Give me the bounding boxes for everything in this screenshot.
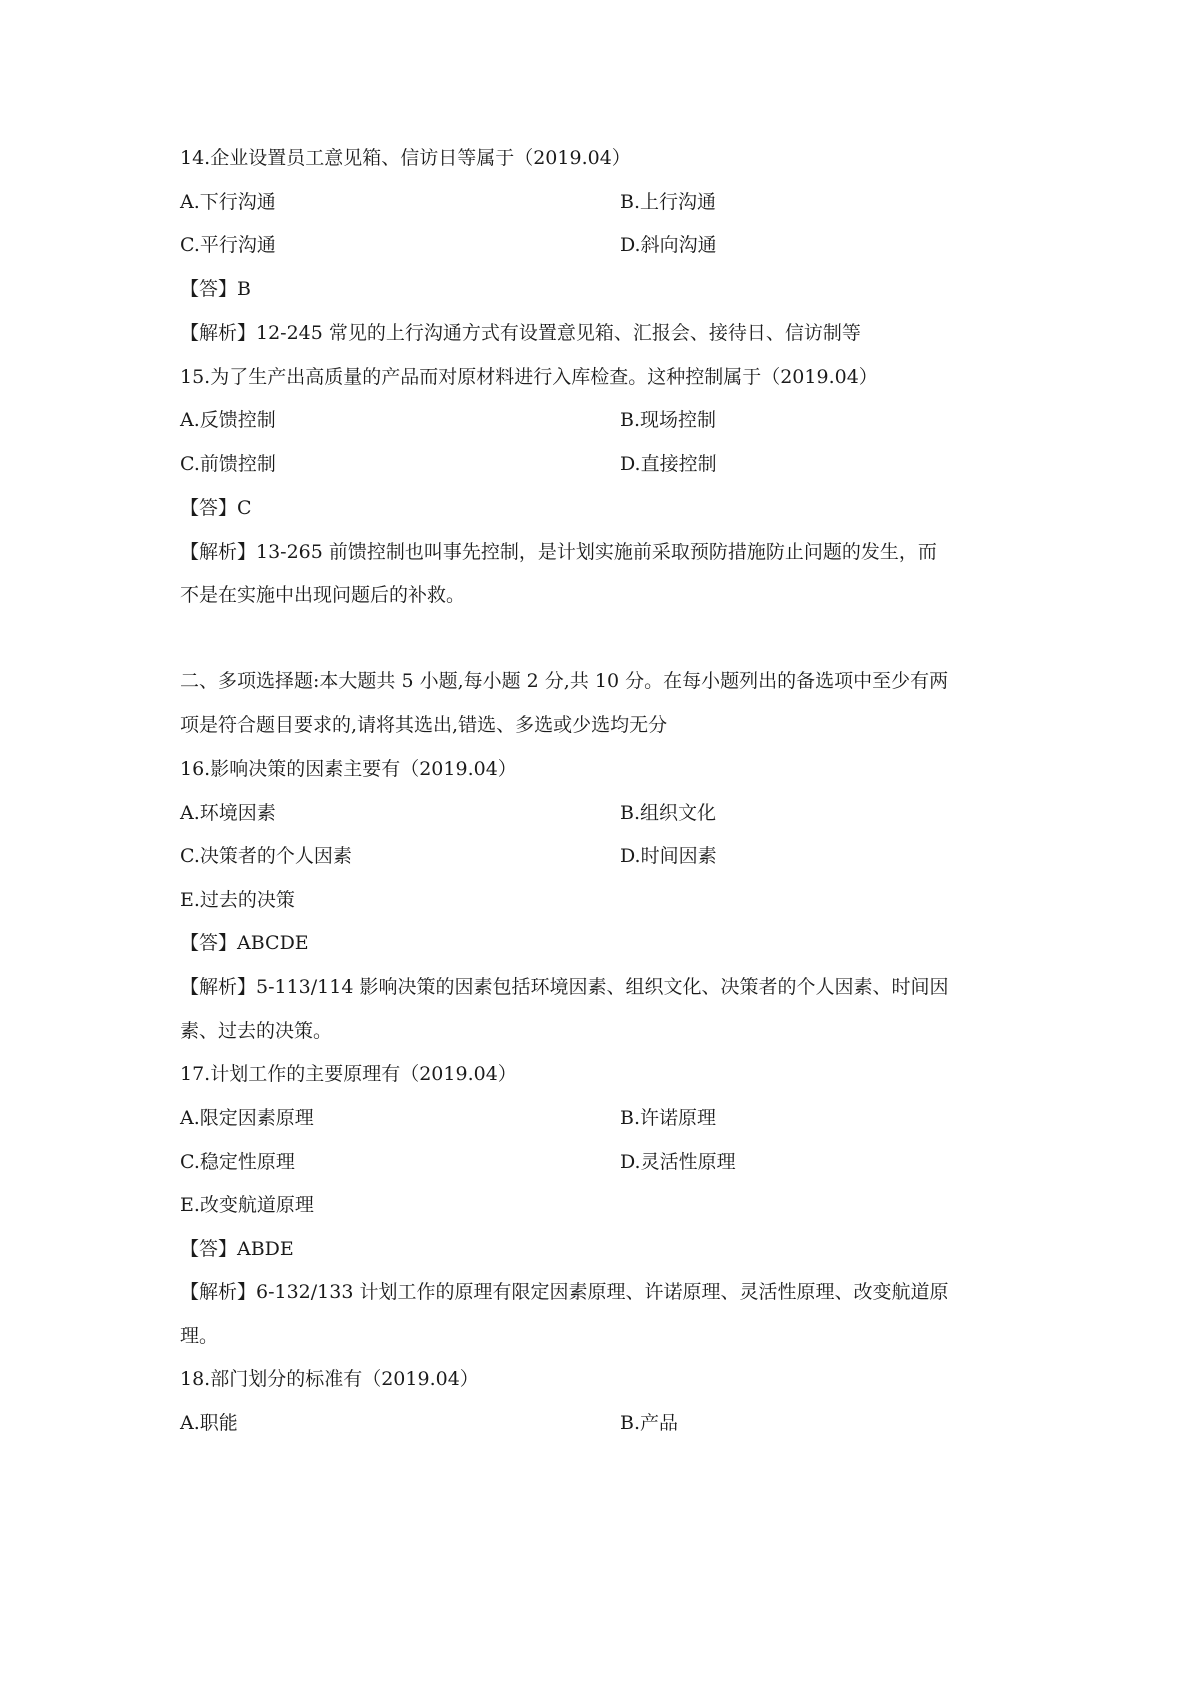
question-14-option-c: C.平行沟通 [180,234,276,256]
question-18-stem: 18.部门划分的标准有（2019.04） [180,1368,479,1390]
question-17-answer: 【答】ABDE [180,1238,294,1260]
question-16-analysis-line-1: 【解析】5-113/114 影响决策的因素包括环境因素、组织文化、决策者的个人因素、时间因 [180,976,949,998]
question-16-option-c: C.决策者的个人因素 [180,845,352,867]
question-17-option-d: D.灵活性原理 [620,1151,736,1173]
question-17-option-b: B.许诺原理 [620,1107,717,1129]
question-15-analysis-line-1: 【解析】13-265 前馈控制也叫事先控制，是计划实施前采取预防措施防止问题的发生，而 [180,541,937,563]
question-18-option-a: A.职能 [180,1412,238,1434]
question-16-option-d: D.时间因素 [620,845,717,867]
question-17-option-e: E.改变航道原理 [180,1194,314,1216]
question-17-option-c: C.稳定性原理 [180,1151,295,1173]
question-17-analysis-line-1: 【解析】6-132/133 计划工作的原理有限定因素原理、许诺原理、灵活性原理、改变航道原 [180,1281,949,1303]
question-16-stem: 16.影响决策的因素主要有（2019.04） [180,758,517,780]
question-15-stem: 15.为了生产出高质量的产品而对原材料进行入库检查。这种控制属于（2019.04） [180,366,878,388]
section-2-heading-line-1: 二、多项选择题:本大题共 5 小题,每小题 2 分,共 10 分。在每小题列出的备选项中至少有两 [180,670,949,692]
question-16-option-b: B.组织文化 [620,802,717,824]
question-14-option-b: B.上行沟通 [620,191,717,213]
question-15-option-a: A.反馈控制 [180,409,276,431]
question-14-option-d: D.斜向沟通 [620,234,717,256]
question-16-option-a: A.环境因素 [180,802,276,824]
question-15-option-b: B.现场控制 [620,409,717,431]
question-15-option-c: C.前馈控制 [180,453,276,475]
question-14-option-a: A.下行沟通 [180,191,276,213]
question-17-stem: 17.计划工作的主要原理有（2019.04） [180,1063,517,1085]
question-14-analysis: 【解析】12-245 常见的上行沟通方式有设置意见箱、汇报会、接待日、信访制等 [180,322,861,344]
question-15-analysis-line-2: 不是在实施中出现问题后的补救。 [180,584,466,606]
question-17-analysis-line-2: 理。 [180,1325,219,1347]
question-14-answer: 【答】B [180,278,251,300]
question-15-option-d: D.直接控制 [620,453,717,475]
question-14-stem: 14.企业设置员工意见箱、信访日等属于（2019.04） [180,147,631,169]
section-2-heading-line-2: 项是符合题目要求的,请将其选出,错选、多选或少选均无分 [180,714,668,736]
question-16-answer: 【答】ABCDE [180,932,309,954]
question-15-answer: 【答】C [180,497,252,519]
question-16-option-e: E.过去的决策 [180,889,295,911]
question-16-analysis-line-2: 素、过去的决策。 [180,1020,333,1042]
question-18-option-b: B.产品 [620,1412,679,1434]
question-17-option-a: A.限定因素原理 [180,1107,314,1129]
